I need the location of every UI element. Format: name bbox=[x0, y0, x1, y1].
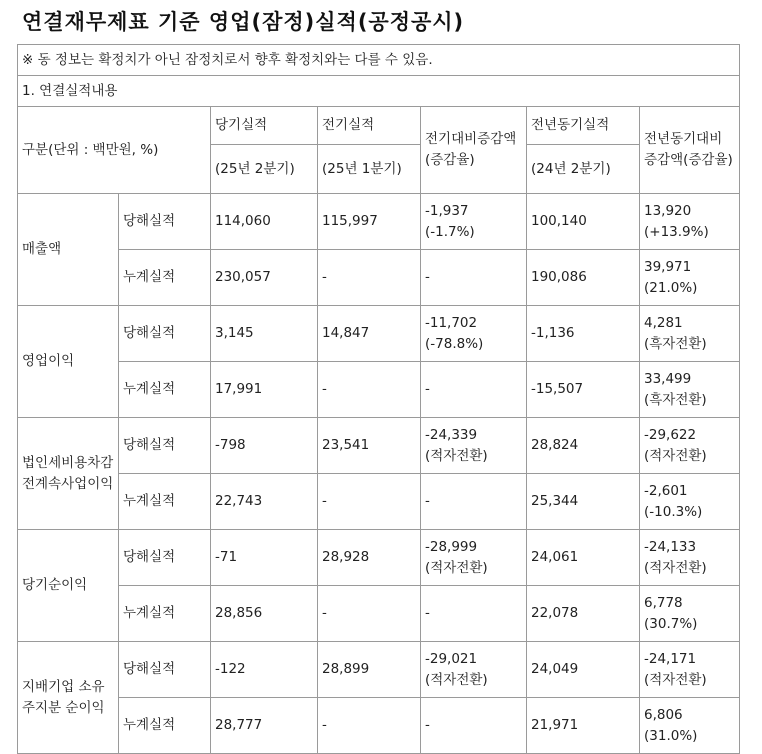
previous-value bbox=[318, 474, 421, 530]
qoq-rate: (-1.7%) bbox=[425, 223, 475, 240]
previous-value-value: - bbox=[322, 493, 327, 509]
yoy-rate: (21.0%) bbox=[644, 279, 698, 296]
yoy-value bbox=[527, 362, 640, 418]
previous-value bbox=[318, 250, 421, 306]
previous-value bbox=[318, 530, 421, 586]
current-value bbox=[211, 474, 318, 530]
yoy-change bbox=[640, 642, 740, 698]
qoq-change-value: -1,937 bbox=[425, 202, 469, 219]
row-label-value: 지배기업 소유주지분 순이익 bbox=[22, 678, 105, 716]
yoy-change-value: 6,778 bbox=[644, 594, 683, 611]
yoy-change-value: -24,133 bbox=[644, 538, 697, 555]
yoy-value-value: 22,078 bbox=[531, 605, 579, 621]
yoy-value bbox=[527, 474, 640, 530]
result-type bbox=[119, 306, 211, 362]
header-yoy-change: 전년동기대비증감액(증감율) bbox=[640, 107, 740, 194]
current-value-value: 28,777 bbox=[215, 717, 263, 733]
previous-value bbox=[318, 642, 421, 698]
result-type bbox=[119, 362, 211, 418]
row-label bbox=[18, 194, 119, 306]
table-row bbox=[18, 586, 740, 642]
yoy-change bbox=[640, 698, 740, 754]
qoq-change bbox=[421, 194, 527, 250]
qoq-change bbox=[421, 418, 527, 474]
section-heading: 1. 연결실적내용 bbox=[18, 76, 740, 107]
yoy-change-value: 39,971 bbox=[644, 258, 692, 275]
header-current: 당기실적 bbox=[211, 107, 318, 145]
qoq-change-value: - bbox=[425, 605, 430, 621]
yoy-value-value: 28,824 bbox=[531, 437, 579, 453]
result-type bbox=[119, 698, 211, 754]
yoy-rate: (31.0%) bbox=[644, 727, 698, 744]
header-previous: 전기실적 bbox=[318, 107, 421, 145]
qoq-rate: (적자전환) bbox=[425, 559, 488, 576]
row-label-value: 법인세비용차감전계속사업이익 bbox=[22, 454, 114, 492]
yoy-value bbox=[527, 530, 640, 586]
yoy-change-value: -24,171 bbox=[644, 650, 697, 667]
result-type bbox=[119, 250, 211, 306]
current-value-value: 22,743 bbox=[215, 493, 263, 509]
current-value bbox=[211, 698, 318, 754]
previous-value bbox=[318, 306, 421, 362]
previous-value-value: 14,847 bbox=[322, 325, 370, 341]
qoq-change bbox=[421, 698, 527, 754]
yoy-change bbox=[640, 474, 740, 530]
result-type bbox=[119, 194, 211, 250]
current-value-value: 28,856 bbox=[215, 605, 263, 621]
qoq-change-value: - bbox=[425, 381, 430, 397]
header-previous-period: (25년 1분기) bbox=[318, 145, 421, 194]
yoy-value bbox=[527, 418, 640, 474]
result-type-value: 누계실적 bbox=[123, 493, 176, 509]
yoy-change-value: 13,920 bbox=[644, 202, 692, 219]
previous-value-value: 115,997 bbox=[322, 213, 378, 229]
result-type bbox=[119, 474, 211, 530]
yoy-value bbox=[527, 194, 640, 250]
yoy-value bbox=[527, 698, 640, 754]
yoy-change-value: 6,806 bbox=[644, 706, 683, 723]
yoy-change bbox=[640, 530, 740, 586]
table-row bbox=[18, 250, 740, 306]
qoq-change bbox=[421, 474, 527, 530]
qoq-change-value: - bbox=[425, 493, 430, 509]
yoy-change-value: 4,281 bbox=[644, 314, 683, 331]
header-yoy-period: (24년 2분기) bbox=[527, 145, 640, 194]
yoy-change bbox=[640, 306, 740, 362]
qoq-change bbox=[421, 642, 527, 698]
previous-value-value: - bbox=[322, 605, 327, 621]
current-value bbox=[211, 586, 318, 642]
current-value-value: -71 bbox=[215, 549, 238, 565]
yoy-rate: (적자전환) bbox=[644, 447, 707, 464]
result-type bbox=[119, 586, 211, 642]
result-type-value: 당해실적 bbox=[123, 437, 176, 453]
previous-value-value: - bbox=[322, 717, 327, 733]
yoy-value-value: 25,344 bbox=[531, 493, 579, 509]
previous-value bbox=[318, 418, 421, 474]
qoq-change-value: -29,021 bbox=[425, 650, 478, 667]
qoq-change bbox=[421, 306, 527, 362]
yoy-value-value: 21,971 bbox=[531, 717, 579, 733]
yoy-rate: (30.7%) bbox=[644, 615, 698, 632]
current-value bbox=[211, 642, 318, 698]
qoq-change-value: -11,702 bbox=[425, 314, 478, 331]
yoy-rate: (+13.9%) bbox=[644, 223, 709, 240]
yoy-value-value: 100,140 bbox=[531, 213, 587, 229]
current-value-value: -798 bbox=[215, 437, 246, 453]
row-label-value: 매출액 bbox=[22, 241, 62, 257]
yoy-change bbox=[640, 418, 740, 474]
current-value-value: 230,057 bbox=[215, 269, 271, 285]
qoq-rate: (적자전환) bbox=[425, 447, 488, 464]
previous-value-value: 28,928 bbox=[322, 549, 370, 565]
result-type-value: 누계실적 bbox=[123, 605, 176, 621]
current-value bbox=[211, 194, 318, 250]
yoy-rate: (-10.3%) bbox=[644, 503, 703, 520]
header-qoq: 전기대비증감액(증감율) bbox=[421, 107, 527, 194]
result-type bbox=[119, 642, 211, 698]
table-row bbox=[18, 362, 740, 418]
table-row bbox=[18, 530, 740, 586]
table-row bbox=[18, 194, 740, 250]
yoy-rate: (흑자전환) bbox=[644, 391, 707, 408]
yoy-change bbox=[640, 250, 740, 306]
results-table bbox=[17, 44, 740, 754]
previous-value-value: 28,899 bbox=[322, 661, 370, 677]
yoy-value bbox=[527, 586, 640, 642]
row-label-value: 당기순이익 bbox=[22, 577, 88, 593]
result-type bbox=[119, 418, 211, 474]
previous-value bbox=[318, 586, 421, 642]
current-value bbox=[211, 530, 318, 586]
disclaimer-note: ※ 동 정보는 확정치가 아닌 잠정치로서 향후 확정치와는 다를 수 있음. bbox=[18, 45, 740, 76]
yoy-value bbox=[527, 642, 640, 698]
qoq-change bbox=[421, 362, 527, 418]
table-row bbox=[18, 642, 740, 698]
result-type-value: 누계실적 bbox=[123, 381, 176, 397]
previous-value bbox=[318, 362, 421, 418]
yoy-rate: (적자전환) bbox=[644, 671, 707, 688]
current-value bbox=[211, 250, 318, 306]
previous-value bbox=[318, 194, 421, 250]
yoy-value bbox=[527, 306, 640, 362]
qoq-change-value: - bbox=[425, 269, 430, 285]
yoy-value-value: 24,049 bbox=[531, 661, 579, 677]
current-value-value: 17,991 bbox=[215, 381, 263, 397]
current-value-value: 114,060 bbox=[215, 213, 271, 229]
row-label bbox=[18, 642, 119, 754]
page-title: 연결재무제표 기준 영업(잠정)실적(공정공시) bbox=[22, 10, 465, 34]
yoy-change-value: -2,601 bbox=[644, 482, 688, 499]
header-yoy-actual: 전년동기실적 bbox=[527, 107, 640, 145]
result-type-value: 당해실적 bbox=[123, 549, 176, 565]
table-row bbox=[18, 306, 740, 362]
yoy-rate: (적자전환) bbox=[644, 559, 707, 576]
qoq-change bbox=[421, 586, 527, 642]
result-type bbox=[119, 530, 211, 586]
yoy-value-value: -1,136 bbox=[531, 325, 575, 341]
yoy-change bbox=[640, 362, 740, 418]
header-category: 구분(단위 : 백만원, %) bbox=[18, 107, 211, 194]
qoq-change-value: -24,339 bbox=[425, 426, 478, 443]
row-label bbox=[18, 530, 119, 642]
current-value bbox=[211, 418, 318, 474]
previous-value bbox=[318, 698, 421, 754]
previous-value-value: - bbox=[322, 269, 327, 285]
yoy-rate: (흑자전환) bbox=[644, 335, 707, 352]
row-label-value: 영업이익 bbox=[22, 353, 75, 369]
table-row bbox=[18, 698, 740, 754]
table-row bbox=[18, 474, 740, 530]
yoy-change-value: 33,499 bbox=[644, 370, 692, 387]
previous-value-value: 23,541 bbox=[322, 437, 370, 453]
qoq-rate: (-78.8%) bbox=[425, 335, 484, 352]
yoy-value-value: 24,061 bbox=[531, 549, 579, 565]
yoy-change bbox=[640, 586, 740, 642]
result-type-value: 누계실적 bbox=[123, 717, 176, 733]
row-label bbox=[18, 418, 119, 530]
header-current-period: (25년 2분기) bbox=[211, 145, 318, 194]
yoy-value bbox=[527, 250, 640, 306]
result-type-value: 당해실적 bbox=[123, 213, 176, 229]
qoq-rate: (적자전환) bbox=[425, 671, 488, 688]
qoq-change bbox=[421, 530, 527, 586]
table-row bbox=[18, 418, 740, 474]
previous-value-value: - bbox=[322, 381, 327, 397]
result-type-value: 당해실적 bbox=[123, 661, 176, 677]
current-value bbox=[211, 306, 318, 362]
current-value-value: 3,145 bbox=[215, 325, 254, 341]
yoy-change bbox=[640, 194, 740, 250]
result-type-value: 당해실적 bbox=[123, 325, 176, 341]
current-value bbox=[211, 362, 318, 418]
result-type-value: 누계실적 bbox=[123, 269, 176, 285]
yoy-value-value: -15,507 bbox=[531, 381, 584, 397]
qoq-change-value: -28,999 bbox=[425, 538, 478, 555]
yoy-change-value: -29,622 bbox=[644, 426, 697, 443]
current-value-value: -122 bbox=[215, 661, 246, 677]
qoq-change bbox=[421, 250, 527, 306]
qoq-change-value: - bbox=[425, 717, 430, 733]
row-label bbox=[18, 306, 119, 418]
yoy-value-value: 190,086 bbox=[531, 269, 587, 285]
